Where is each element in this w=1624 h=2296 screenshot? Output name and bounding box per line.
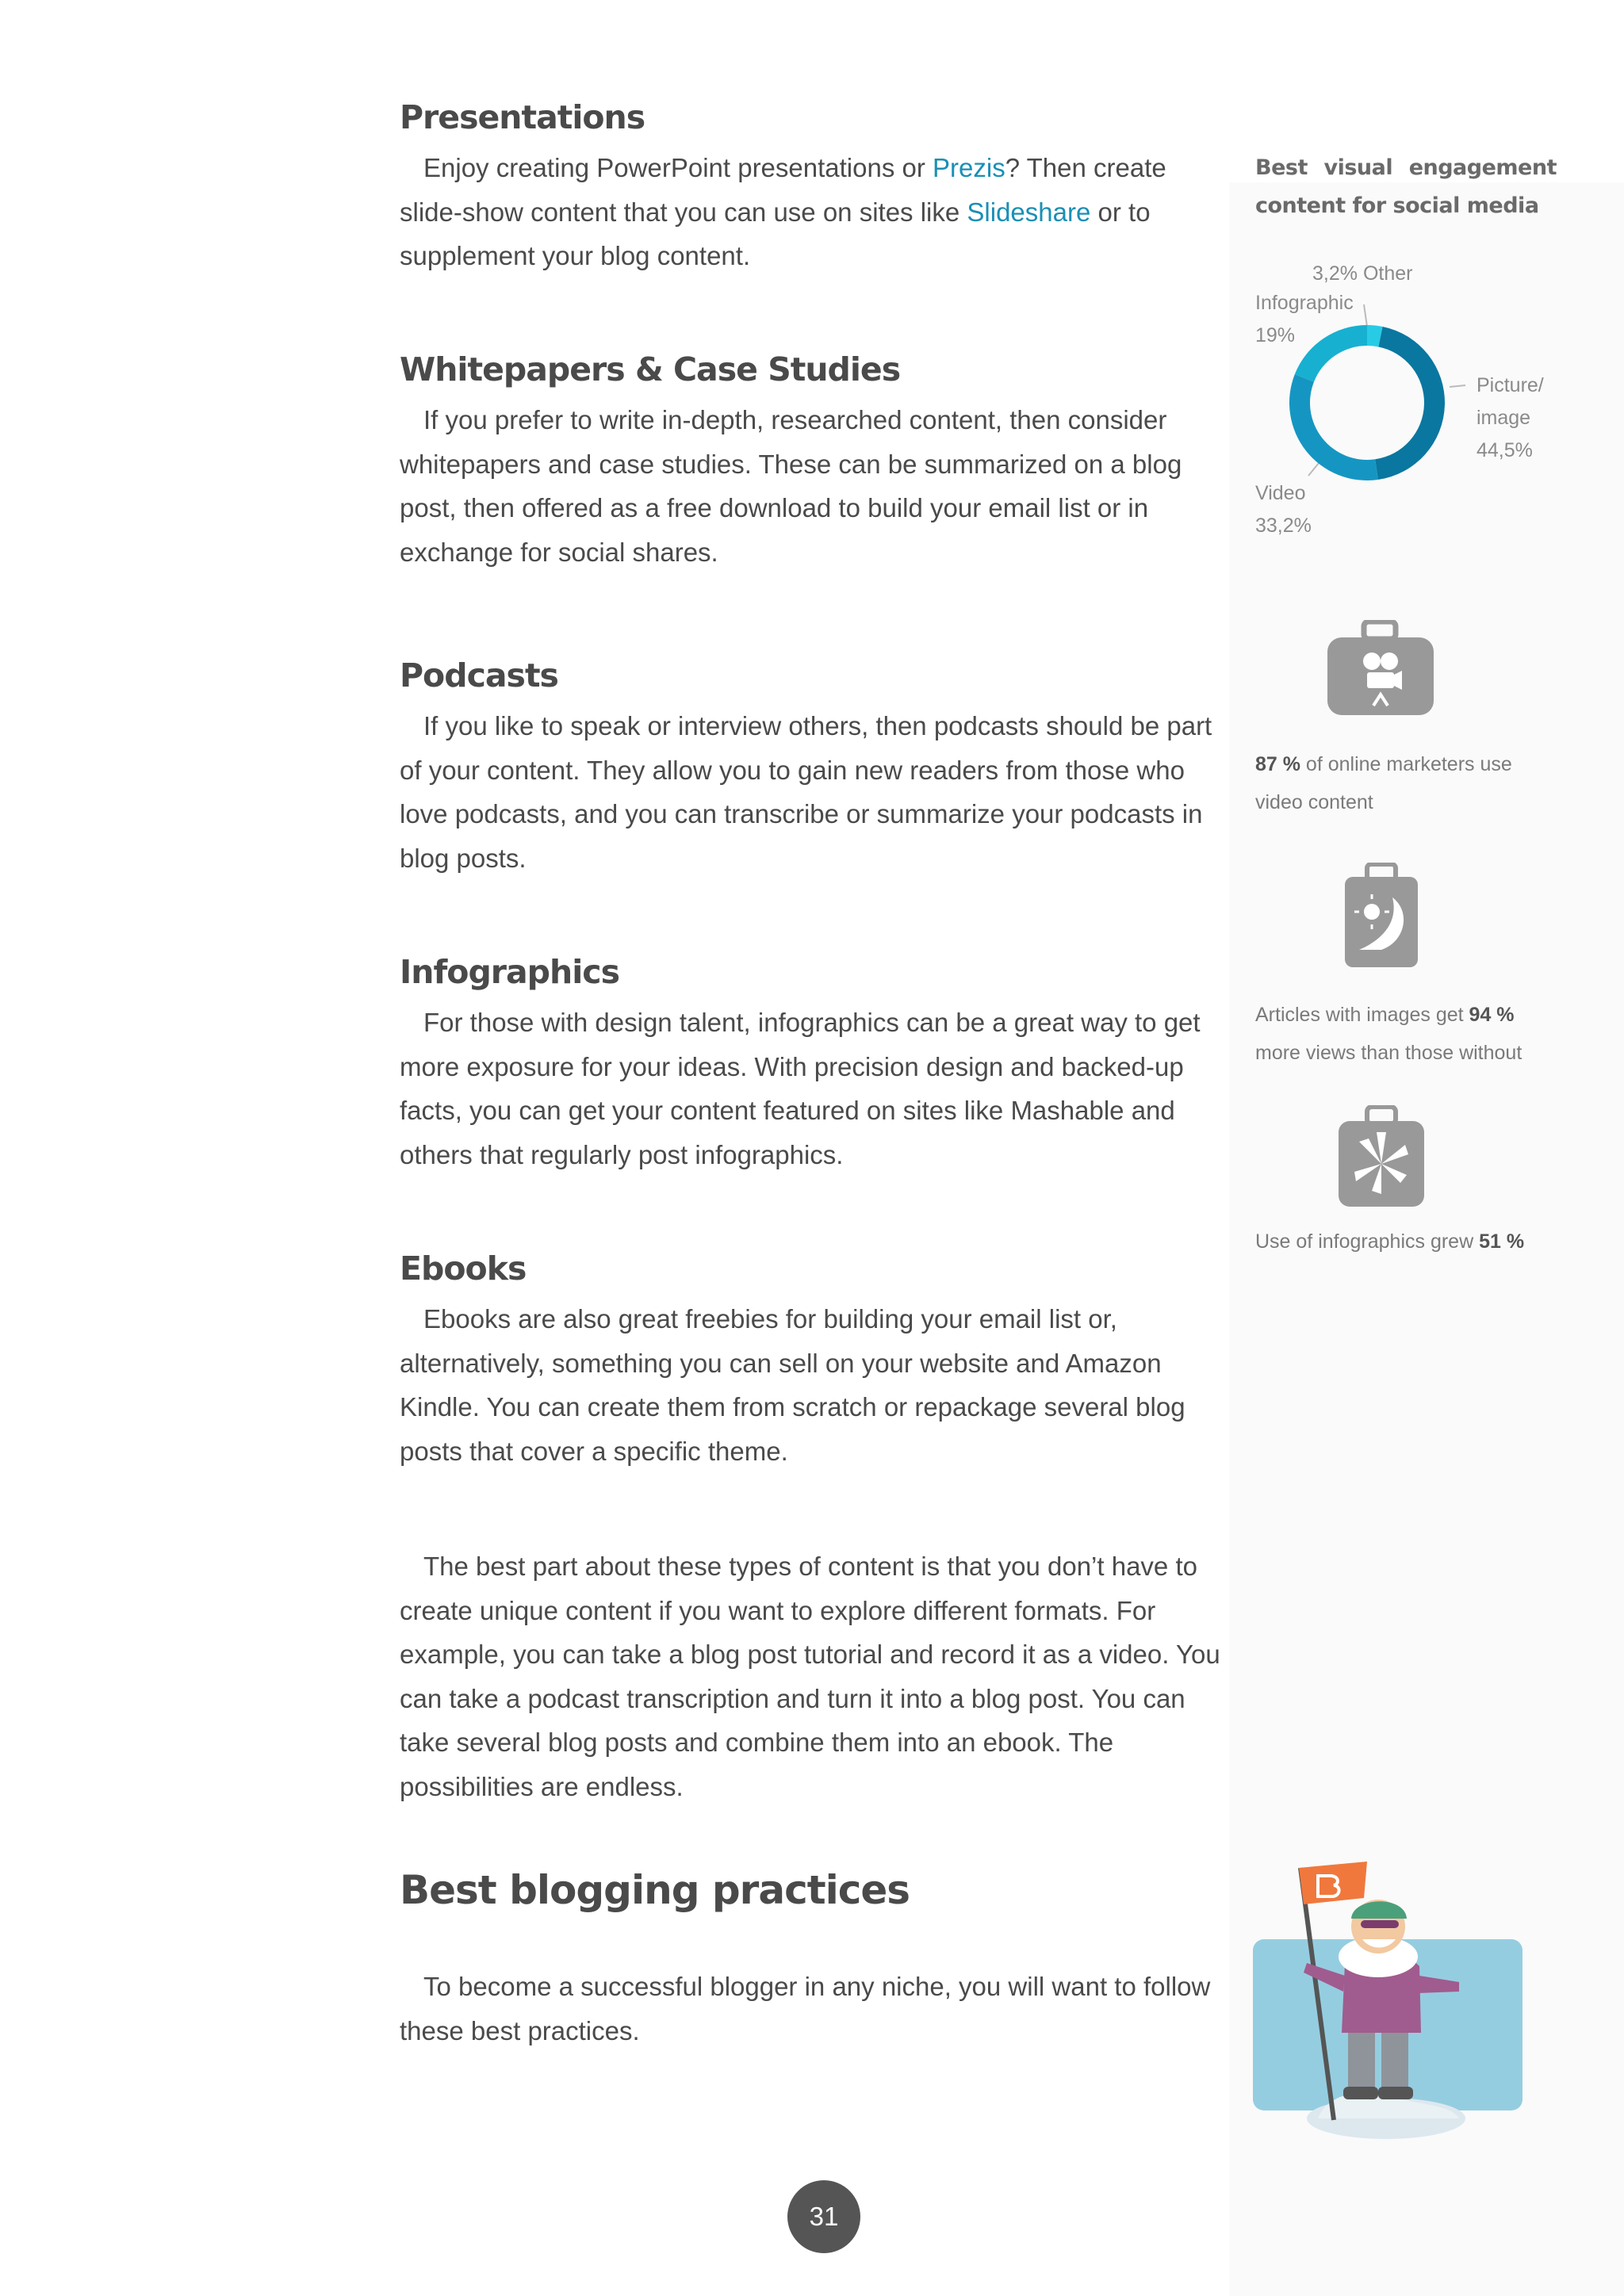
section-text: For those with design talent, infographics can be a great way to get more exposure for your ideas. With precision design and backed-up facts, you can get your content featured on sites like Mashable and others that regularly post infographics. (400, 1008, 1201, 1169)
leader-line (1450, 385, 1465, 387)
slideshare-link[interactable]: Slideshare (967, 197, 1091, 227)
label-infographic: Infographic 19% (1255, 292, 1354, 346)
chart-title: Best visual engagement content for social media (1255, 155, 1557, 218)
section-podcasts (400, 655, 1228, 880)
infographic-icon (1337, 1105, 1426, 1208)
donut-slice-video (1289, 374, 1378, 480)
donut-chart (0, 0, 1624, 603)
stat-images: Articles with images get 94 % more views than those without (1255, 1004, 1522, 1064)
section-text: Ebooks are also great freebies for building your email list or, alternatively, something you can sell on your website and Amazon Kindle. You can create them from scratch or repackage several blog posts that cover a specific theme. (400, 1304, 1185, 1466)
stat-infographics: Use of infographics grew 51 % (1255, 1230, 1525, 1253)
section-formats (400, 1536, 1228, 1808)
section-title: Ebooks (400, 1249, 527, 1288)
section-title: Presentations (400, 98, 645, 136)
section-title: Best blogging practices (400, 1867, 910, 1913)
page-number: 31 (787, 2180, 860, 2253)
donut-slice-picture-image (1375, 327, 1445, 480)
prezis-link[interactable]: Prezis (933, 153, 1005, 182)
video-camera-icon (1326, 620, 1435, 718)
leader-line (1364, 304, 1367, 327)
label-other: 3,2% Other (1312, 262, 1413, 285)
section-text: The best part about these types of content is that you don’t have to create unique content if you want to explore different formats. For example, you can take a blog post tutorial and record it as a video. You can take a podcast transcription and turn it into a blog post. You can take several blog posts and combine them into an ebook. The possibilities are endless. (400, 1552, 1220, 1801)
section-text: Enjoy creating PowerPoint presentations or Prezis? Then create slide-show content that you can use on sites like Slideshare or to supplement your blog content. (400, 153, 1166, 270)
blogger-mascot-illustration (1251, 1836, 1525, 2147)
section-text: To become a successful blogger in any niche, you will want to follow these best practices. (400, 1972, 1211, 2045)
section-title: Infographics (400, 953, 619, 991)
label-picture: Picture/ image 44,5% (1477, 374, 1544, 461)
section-text: If you like to speak or interview others, then podcasts should be part of your content. They allow you to gain new readers from those who love podcasts, and you can transcribe or summarize your podcasts in blog posts. (400, 711, 1212, 873)
section-blogging (400, 1865, 1228, 2053)
label-video: Video 33,2% (1255, 482, 1312, 537)
section-title: Whitepapers & Case Studies (400, 350, 901, 388)
section-text: If you prefer to write in-depth, researched content, then consider whitepapers and case studies. These can be summarized on a blog post, then offered as a free download to build your email list or in exchange for social shares. (400, 405, 1182, 567)
section-title: Podcasts (400, 656, 558, 695)
stat-video: 87 % of online marketers use video content (1255, 753, 1512, 813)
image-article-icon (1343, 863, 1419, 969)
section-ebooks (400, 1248, 1228, 1473)
section-infographics (400, 951, 1228, 1177)
